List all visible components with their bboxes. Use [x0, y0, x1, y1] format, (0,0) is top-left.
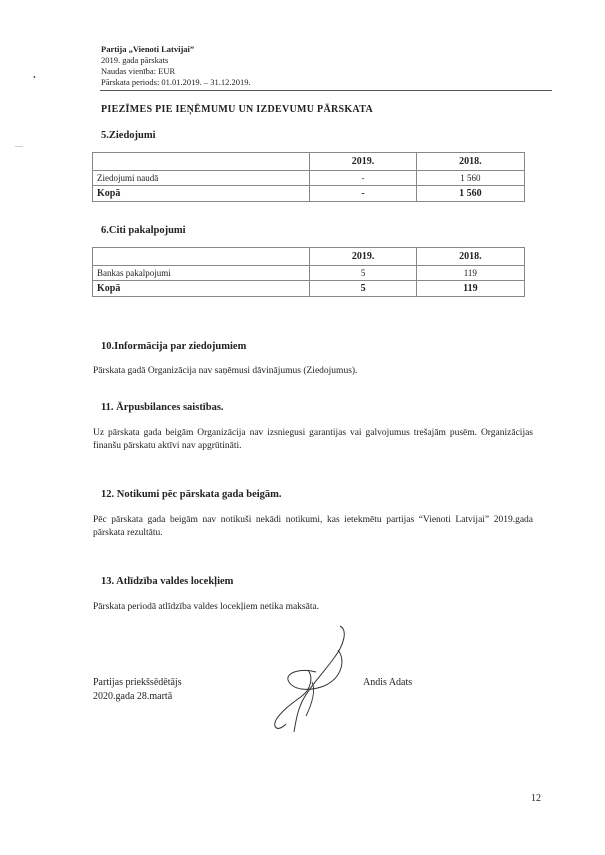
page-number: 12	[531, 793, 541, 804]
table-row	[93, 266, 525, 281]
total-2019: -	[310, 186, 416, 202]
header-empty-cell	[93, 153, 310, 171]
header-party: Partija „Vienoti Latvijai”	[101, 44, 195, 54]
scan-mark: •	[33, 73, 36, 82]
section-13-text: Pārskata periodā atlīdzība valdes locekļiem netika maksāta.	[93, 602, 320, 612]
col-2019: 2019.	[310, 153, 416, 171]
header-currency: Naudas vienība: EUR	[101, 66, 176, 76]
section-13-title: 13. Atlīdzība valdes locekļiem	[101, 576, 234, 587]
section-6-title: 6.Citi pakalpojumi	[101, 225, 186, 236]
signatory-role: Partijas priekšsēdētājs	[93, 677, 182, 688]
row-label: Bankas pakalpojumi	[93, 266, 310, 281]
table-total-row	[93, 186, 525, 202]
header-rule	[100, 90, 552, 91]
table-row	[93, 171, 525, 186]
row-value-2018: 119	[416, 266, 524, 281]
total-2018: 1 560	[416, 186, 524, 202]
row-value-2018: 1 560	[416, 171, 524, 186]
header-period: Pārskata periods: 01.01.2019. – 31.12.2019.	[101, 77, 251, 87]
total-label: Kopā	[93, 281, 310, 297]
signature-date: 2020.gada 28.martā	[93, 691, 173, 702]
section-10-title: 10.Informācija par ziedojumiem	[101, 341, 247, 352]
header-report: 2019. gada pārskats	[101, 55, 169, 65]
section-5-title: 5.Ziedojumi	[101, 130, 156, 141]
header-empty-cell	[93, 248, 310, 266]
signatory-name: Andis Adats	[363, 677, 413, 688]
table-header-row	[93, 153, 525, 171]
handwritten-signature	[268, 620, 358, 735]
table-header-row	[93, 248, 525, 266]
total-label: Kopā	[93, 186, 310, 202]
col-2018: 2018.	[416, 153, 524, 171]
row-value-2019: 5	[310, 266, 416, 281]
section-10-text: Pārskata gadā Organizācija nav saņēmusi dāvinājumus (Ziedojumus).	[93, 366, 358, 376]
section-11-title: 11. Ārpusbilances saistības.	[101, 402, 224, 413]
total-2019: 5	[310, 281, 416, 297]
services-table	[92, 247, 525, 297]
document-title: PIEZĪMES PIE IEŅĒMUMU UN IZDEVUMU PĀRSKATA	[101, 104, 373, 115]
donations-table	[92, 152, 525, 202]
row-value-2019: -	[310, 171, 416, 186]
col-2018: 2018.	[416, 248, 524, 266]
table-total-row	[93, 281, 525, 297]
total-2018: 119	[416, 281, 524, 297]
section-11-text: Uz pārskata gada beigām Organizācija nav izsniegusi garantijas vai galvojumus trešajām pusēm. Organizācijas finanšu pārskatu aktīvi nav apgrūtināti.	[93, 428, 533, 451]
col-2019: 2019.	[310, 248, 416, 266]
section-12-title: 12. Notikumi pēc pārskata gada beigām.	[101, 489, 282, 500]
signatory-block	[93, 676, 182, 704]
section-12-text: Pēc pārskata gada beigām nav notikuši nekādi notikumi, kas ietekmētu partijas “Vienoti Latvijai” 2019.gada pārskata rezultātu.	[93, 515, 533, 538]
scan-mark-line	[15, 146, 23, 147]
row-label: Ziedojumi naudā	[93, 171, 310, 186]
